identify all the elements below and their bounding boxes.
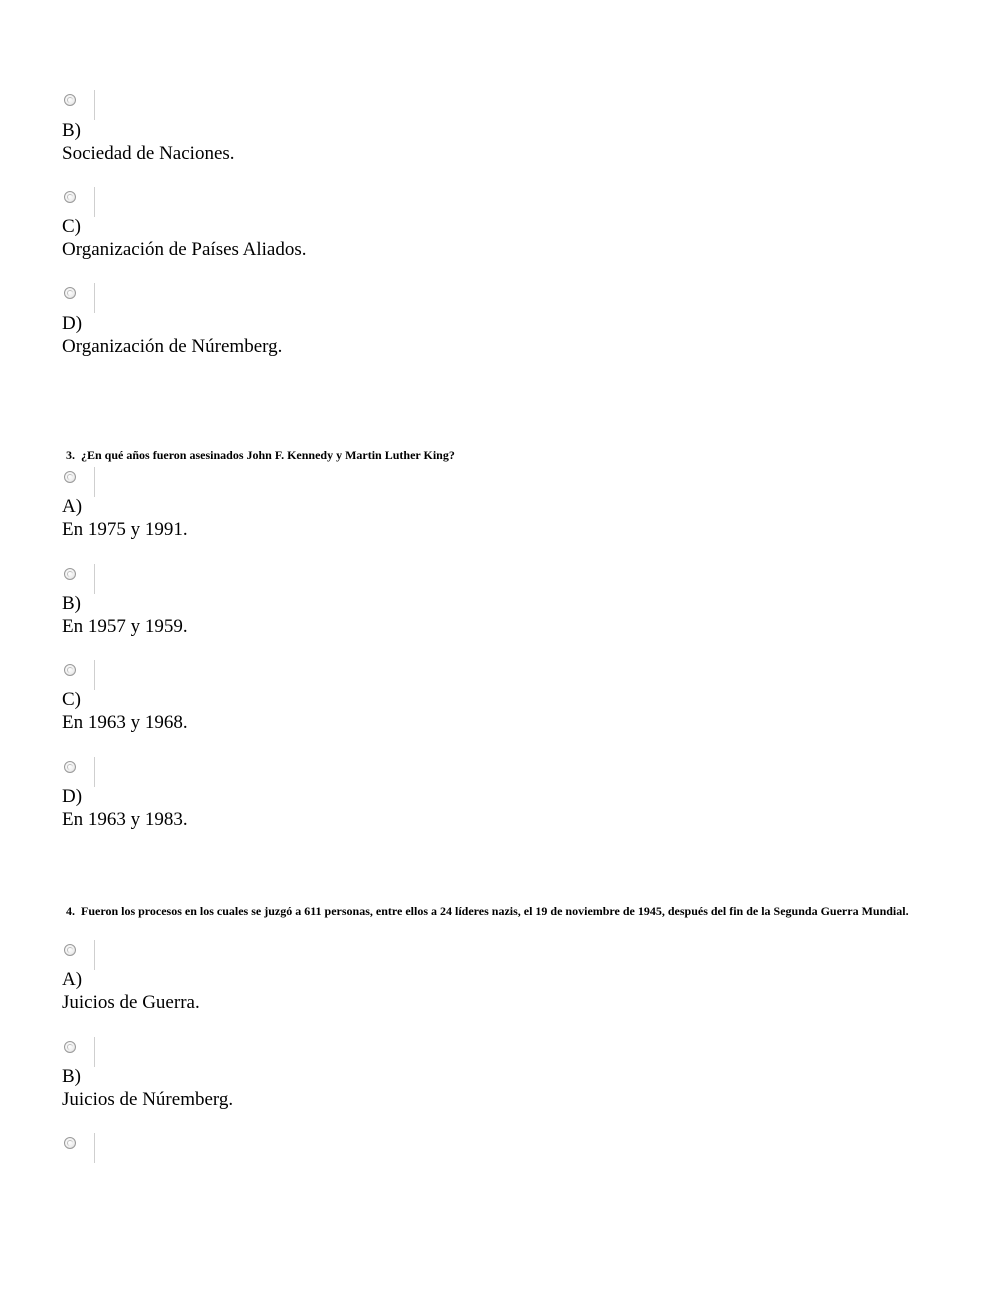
- option-text-q4-b: Juicios de Núremberg.: [62, 1089, 234, 1110]
- option-text-q3-a: En 1975 y 1991.: [62, 519, 188, 540]
- option-letter-q4-a: A): [62, 969, 83, 990]
- divider: [94, 660, 95, 690]
- option-letter-q2-d: D): [62, 313, 83, 334]
- radio-button-icon[interactable]: [64, 287, 76, 299]
- divider: [94, 187, 95, 217]
- option-letter-q3-c: C): [62, 689, 81, 710]
- divider: [94, 90, 95, 120]
- question-text-3: ¿En qué años fueron asesinados John F. Kennedy y Martin Luther King?: [81, 448, 455, 462]
- divider: [94, 467, 95, 497]
- radio-button-icon[interactable]: [64, 944, 76, 956]
- option-text-q3-c: En 1963 y 1968.: [62, 712, 188, 733]
- question-number-4: 4.: [66, 904, 75, 918]
- divider: [94, 283, 95, 313]
- option-text-q2-d: Organización de Núremberg.: [62, 336, 283, 357]
- radio-button-icon[interactable]: [64, 1041, 76, 1053]
- option-letter-q3-a: A): [62, 496, 83, 517]
- question-text-4: Fueron los procesos en los cuales se juzgó a 611 personas, entre ellos a 24 líderes nazis, el 19 de noviembre de 1945, después del fin de la Segunda Guerra Mundial.: [81, 904, 909, 918]
- radio-button-icon[interactable]: [64, 471, 76, 483]
- option-letter-q2-b: B): [62, 120, 81, 141]
- option-text-q4-a: Juicios de Guerra.: [62, 992, 200, 1013]
- option-text-q2-b: Sociedad de Naciones.: [62, 143, 235, 164]
- radio-button-icon[interactable]: [64, 191, 76, 203]
- radio-button-icon[interactable]: [64, 94, 76, 106]
- option-letter-q4-b: B): [62, 1066, 81, 1087]
- option-text-q2-c: Organización de Países Aliados.: [62, 239, 307, 260]
- divider: [94, 1133, 95, 1163]
- option-letter-q3-b: B): [62, 593, 81, 614]
- divider: [94, 940, 95, 970]
- divider: [94, 757, 95, 787]
- divider: [94, 564, 95, 594]
- option-text-q3-d: En 1963 y 1983.: [62, 809, 188, 830]
- radio-button-icon[interactable]: [64, 1137, 76, 1149]
- divider: [94, 1037, 95, 1067]
- radio-button-icon[interactable]: [64, 761, 76, 773]
- option-letter-q2-c: C): [62, 216, 81, 237]
- option-text-q3-b: En 1957 y 1959.: [62, 616, 188, 637]
- radio-button-icon[interactable]: [64, 664, 76, 676]
- radio-button-icon[interactable]: [64, 568, 76, 580]
- option-letter-q3-d: D): [62, 786, 83, 807]
- question-number-3: 3.: [66, 448, 75, 462]
